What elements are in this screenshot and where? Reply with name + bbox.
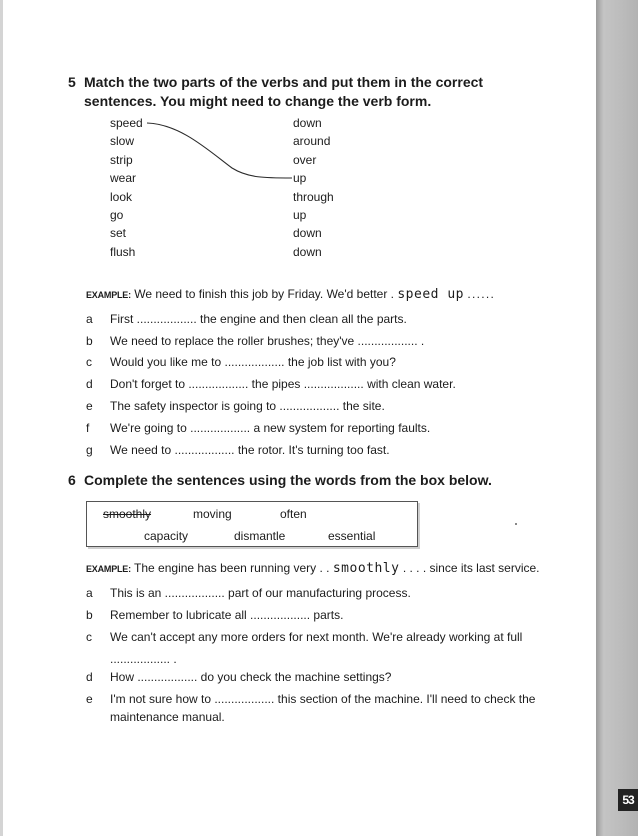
exercise-6-item xyxy=(86,691,535,707)
item-letter: g xyxy=(86,443,93,457)
exercise-6-title: Complete the sentences using the words from the box below. xyxy=(84,472,492,488)
particle-right: around xyxy=(293,134,331,149)
exercise-6-item-continued xyxy=(86,651,177,667)
item-letter: a xyxy=(86,312,93,326)
item-text: The safety inspector is going to .................. the site. xyxy=(110,399,385,413)
exercise-6-heading xyxy=(68,471,492,490)
word-box-word-struck: smoothly xyxy=(103,507,152,521)
exercise-5-item xyxy=(86,398,385,414)
item-text: First .................. the engine and then clean all the parts. xyxy=(110,312,407,326)
particle-right: up xyxy=(293,171,307,186)
item-text: We can't accept any more orders for next month. We're already working at full xyxy=(110,630,523,644)
item-letter: b xyxy=(86,334,93,348)
item-text: .................. . xyxy=(110,652,177,666)
exercise-5-heading xyxy=(68,73,484,111)
item-letter: d xyxy=(86,670,93,684)
verb-left: go xyxy=(110,207,124,222)
exercise-5-item xyxy=(86,311,407,327)
handwritten-answer: smoothly xyxy=(332,561,400,576)
page-side-strip xyxy=(596,0,638,836)
page-left-edge xyxy=(0,0,3,836)
exercise-5-example xyxy=(86,286,495,303)
verb-left: look xyxy=(110,189,133,204)
item-letter: e xyxy=(86,692,93,706)
particle-right: down xyxy=(293,226,322,241)
item-letter: b xyxy=(86,608,93,622)
example-trail: ...... xyxy=(467,287,496,301)
exercise-5-item xyxy=(86,376,456,392)
item-text: We need to .................. the rotor. It's turning too fast. xyxy=(110,443,390,457)
particle-right: up xyxy=(293,207,307,222)
exercise-6-item xyxy=(86,669,391,685)
item-text: Don't forget to .................. the pipes .................. with clean water. xyxy=(110,377,456,391)
exercise-5-item xyxy=(86,442,390,458)
handwritten-answer: speed up xyxy=(397,287,464,302)
verb-left: strip xyxy=(110,152,133,167)
item-text: Remember to lubricate all .................. parts. xyxy=(110,608,344,622)
item-text: This is an .................. part of our manufacturing process. xyxy=(110,586,411,600)
example-label: EXAMPLE: xyxy=(86,290,131,300)
item-text: We're going to .................. a new system for reporting faults. xyxy=(110,421,431,435)
particle-right: down xyxy=(293,244,322,259)
ink-speck xyxy=(515,523,517,525)
item-letter: c xyxy=(86,355,92,369)
exercise-5-item xyxy=(86,420,430,436)
verb-left: flush xyxy=(110,244,136,259)
item-text: How .................. do you check the machine settings? xyxy=(110,670,392,684)
item-text: maintenance manual. xyxy=(110,710,225,724)
item-text: We need to replace the roller brushes; they've .................. . xyxy=(110,334,425,348)
word-box-word: capacity xyxy=(144,529,189,543)
particle-right: through xyxy=(293,189,334,204)
example-label: EXAMPLE: xyxy=(86,564,131,574)
exercise-5-number: 5 xyxy=(68,74,76,90)
verb-left: set xyxy=(110,226,127,241)
verb-left: wear xyxy=(110,171,137,186)
item-letter: e xyxy=(86,399,93,413)
verb-left: speed xyxy=(110,116,143,130)
exercise-6-item xyxy=(86,607,343,623)
word-box xyxy=(86,501,418,547)
page-number: 53 xyxy=(618,789,638,811)
word-box-word: essential xyxy=(328,529,376,543)
exercise-6-item-continued xyxy=(86,709,225,725)
item-text: Would you like me to .................. the job list with you? xyxy=(110,355,396,369)
exercise-5-item xyxy=(86,354,396,370)
example-trail: . . . . since its last service. xyxy=(402,561,540,575)
example-text: We need to finish this job by Friday. We'd better . xyxy=(134,287,395,301)
word-box-word: moving xyxy=(193,507,232,521)
exercise-6-number: 6 xyxy=(68,472,76,488)
exercise-5-item xyxy=(86,333,424,349)
exercise-5-title-line2: sentences. You might need to change the verb form. xyxy=(84,93,432,109)
item-letter: a xyxy=(86,586,93,600)
exercise-6-item xyxy=(86,585,411,601)
exercise-5-title-line1: Match the two parts of the verbs and put them in the correct xyxy=(84,74,484,90)
exercise-6-example xyxy=(86,560,540,577)
example-text: The engine has been running very . . xyxy=(134,561,330,575)
word-box-word: dismantle xyxy=(234,529,286,543)
matching-line xyxy=(100,110,320,190)
item-letter: c xyxy=(86,630,92,644)
item-letter: d xyxy=(86,377,93,391)
item-text: I'm not sure how to .................. this section of the machine. I'll need to check the xyxy=(110,692,536,706)
verb-left: slow xyxy=(110,134,135,149)
word-box-word: often xyxy=(280,507,307,521)
exercise-6-item xyxy=(86,629,522,645)
particle-right: down xyxy=(293,116,322,130)
item-letter: f xyxy=(86,421,90,435)
particle-right: over xyxy=(293,152,317,167)
